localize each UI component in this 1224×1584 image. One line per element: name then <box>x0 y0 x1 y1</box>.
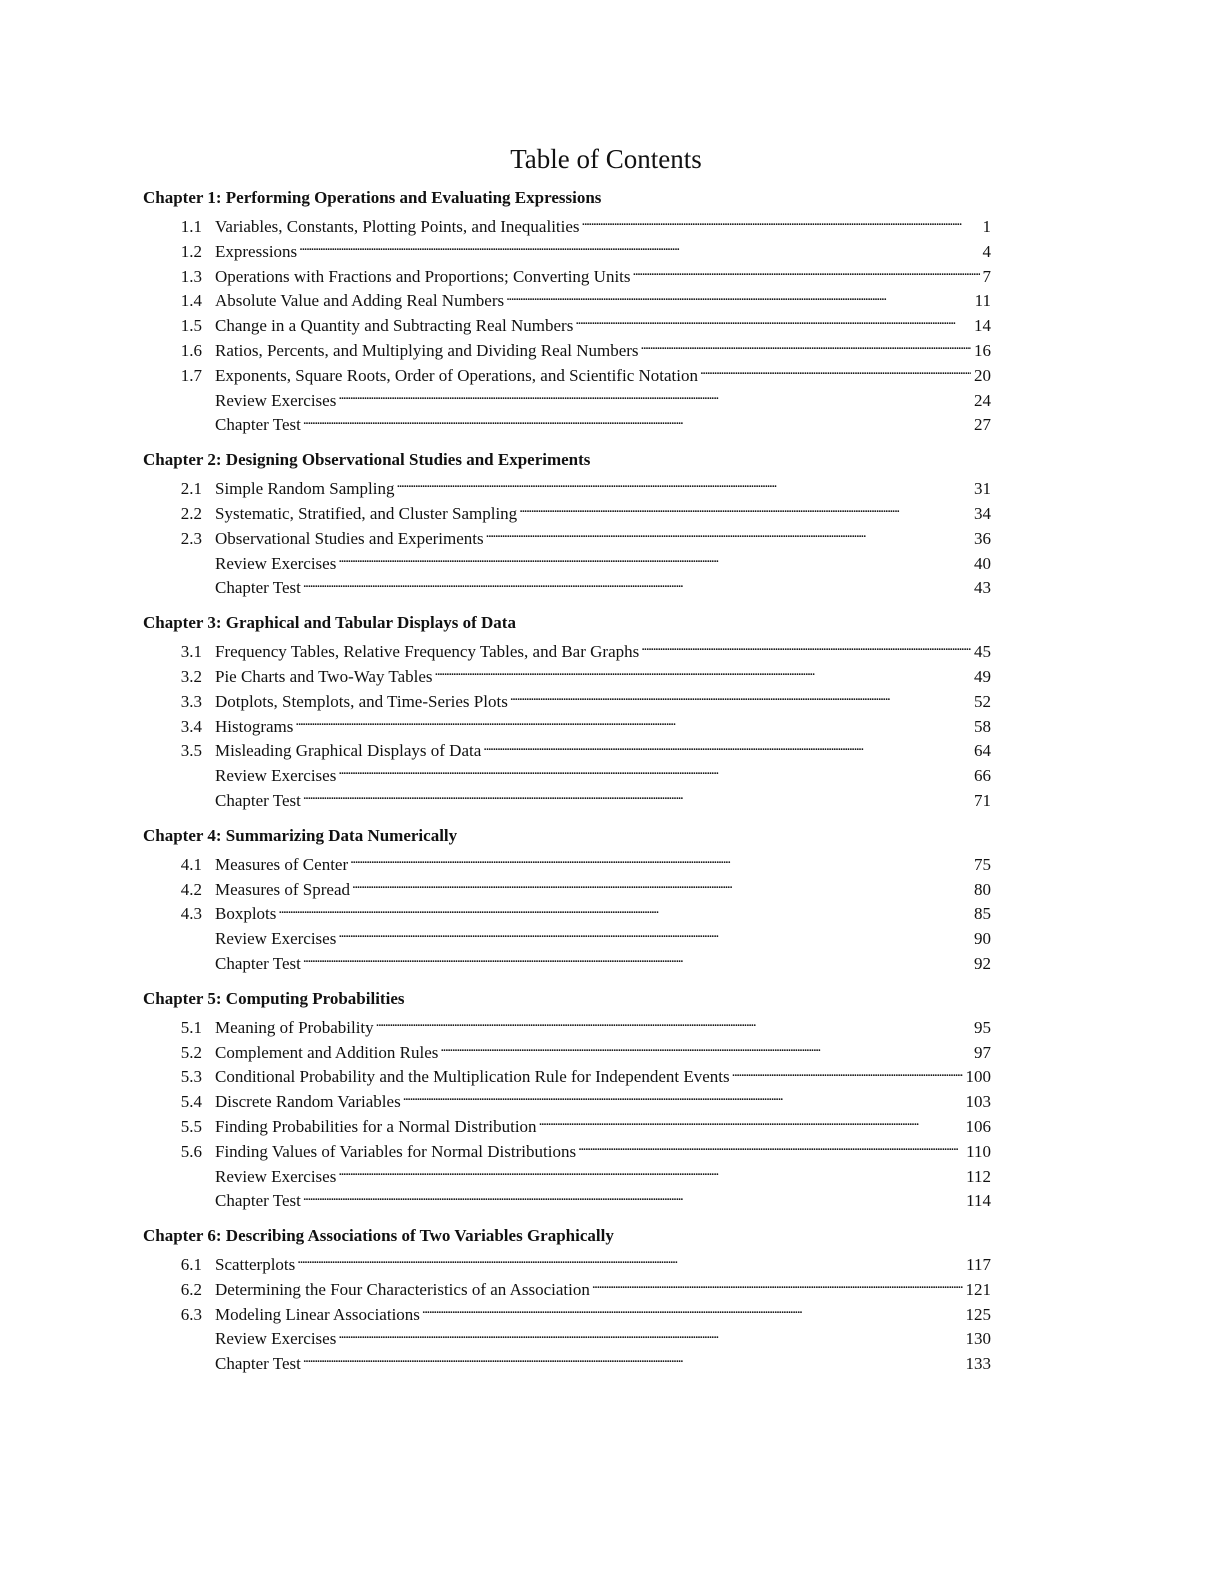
section-number: 3.4 <box>180 716 202 736</box>
dot-leader <box>592 1281 963 1295</box>
section-title: Measures of Center <box>215 854 349 874</box>
section-number: 5.1 <box>180 1017 202 1037</box>
section-number: 2.3 <box>180 528 202 548</box>
page-number: 71 <box>974 790 991 810</box>
toc-chapter <box>143 987 991 1214</box>
toc-entry <box>143 1065 991 1090</box>
dot-leader <box>486 530 971 544</box>
toc-entry <box>143 413 991 438</box>
toc-entry <box>143 853 991 878</box>
page-number: 121 <box>965 1279 991 1299</box>
toc-entry <box>143 527 991 552</box>
section-title: Absolute Value and Adding Real Numbers <box>215 291 505 311</box>
section-number: 2.1 <box>180 479 202 499</box>
page-number: 117 <box>966 1255 991 1275</box>
page-number: 43 <box>974 578 991 598</box>
toc-entry <box>143 1090 991 1115</box>
dot-leader <box>582 218 980 232</box>
section-title: Discrete Random Variables <box>215 1092 401 1112</box>
page-number: 85 <box>974 904 991 924</box>
dot-leader <box>338 555 971 569</box>
section-number: 5.2 <box>180 1042 202 1062</box>
section-title: Finding Probabilities for a Normal Distribution <box>215 1116 537 1136</box>
dot-leader <box>352 881 971 895</box>
page-number: 97 <box>974 1042 991 1062</box>
toc-entry <box>143 739 991 764</box>
chapter-heading: Chapter 4: Summarizing Data Numerically <box>143 825 458 845</box>
section-number: 5.3 <box>180 1067 202 1087</box>
dot-leader <box>350 856 971 870</box>
toc-entry <box>143 927 991 952</box>
page-number: 27 <box>974 415 991 435</box>
dot-leader <box>700 367 971 381</box>
section-number: 3.5 <box>180 741 202 761</box>
section-title: Variables, Constants, Plotting Points, and Inequalities <box>215 217 580 236</box>
section-title: Conditional Probability and the Multiplication Rule for Independent Events <box>215 1067 730 1087</box>
page-number: 114 <box>966 1191 991 1211</box>
section-number: 1.5 <box>180 316 202 336</box>
dot-leader <box>641 643 971 657</box>
section-title: Observational Studies and Experiments <box>215 528 484 548</box>
section-title: Frequency Tables, Relative Frequency Tables, and Bar Graphs <box>215 642 640 662</box>
dot-leader <box>519 505 971 519</box>
page-number: 7 <box>982 266 991 286</box>
toc-entry <box>143 690 991 715</box>
section-number: 1.6 <box>180 340 202 360</box>
dot-leader <box>299 243 979 257</box>
chapter-heading: Chapter 3: Graphical and Tabular Displays of Data <box>143 613 516 633</box>
section-number: 5.4 <box>180 1092 202 1112</box>
page-number: 133 <box>965 1354 991 1374</box>
page-number: 1 <box>982 217 991 236</box>
page-number: 4 <box>982 241 991 261</box>
toc-entry <box>143 764 991 789</box>
chapter-heading: Chapter 2: Designing Observational Studies and Experiments <box>143 450 591 470</box>
section-title: Complement and Addition Rules <box>215 1042 439 1062</box>
section-number: 6.2 <box>180 1279 202 1299</box>
toc-entry <box>143 389 991 414</box>
section-title: Boxplots <box>215 904 277 924</box>
page-number: 31 <box>974 479 991 499</box>
page-number: 34 <box>974 503 991 523</box>
section-title: Chapter Test <box>215 1354 301 1374</box>
page-number: 100 <box>965 1067 991 1087</box>
section-number: 1.4 <box>180 291 202 311</box>
page-number: 103 <box>965 1092 991 1112</box>
dot-leader <box>303 1192 963 1206</box>
section-number: 1.7 <box>180 365 202 385</box>
section-title: Systematic, Stratified, and Cluster Sampling <box>215 503 518 523</box>
section-title: Dotplots, Stemplots, and Time-Series Plots <box>215 691 508 711</box>
dot-leader <box>338 1168 963 1182</box>
dot-leader <box>295 718 971 732</box>
toc-entry <box>143 1352 991 1377</box>
section-title: Meaning of Probability <box>215 1017 374 1037</box>
section-title: Chapter Test <box>215 790 301 810</box>
toc-entry <box>143 878 991 903</box>
section-number: 6.3 <box>180 1304 202 1324</box>
dot-leader <box>483 742 971 756</box>
toc-chapter <box>143 186 991 438</box>
page-number: 106 <box>965 1116 991 1136</box>
toc-entry <box>143 640 991 665</box>
dot-leader <box>303 955 971 969</box>
section-number: 4.2 <box>180 879 202 899</box>
section-title: Simple Random Sampling <box>215 479 395 499</box>
page-number: 58 <box>974 716 991 736</box>
toc-entry <box>143 1016 991 1041</box>
section-title: Review Exercises <box>215 390 337 410</box>
section-title: Change in a Quantity and Subtracting Real Numbers <box>215 316 574 336</box>
section-number: 5.5 <box>180 1116 202 1136</box>
section-title: Review Exercises <box>215 553 337 573</box>
chapter-heading: Chapter 6: Describing Associations of Two Variables Graphically <box>143 1226 614 1246</box>
toc-chapter-list <box>143 186 991 1387</box>
toc-entry <box>143 240 991 265</box>
toc-entry <box>143 715 991 740</box>
section-title: Chapter Test <box>215 953 301 973</box>
toc-entry <box>143 665 991 690</box>
toc-entry <box>143 1327 991 1352</box>
section-title: Histograms <box>215 716 294 736</box>
toc-entry <box>143 576 991 601</box>
page-number: 20 <box>974 365 991 385</box>
section-title: Review Exercises <box>215 766 337 786</box>
page-number: 36 <box>974 528 991 548</box>
dot-leader <box>338 767 971 781</box>
section-number: 2.2 <box>180 503 202 523</box>
toc-entry <box>143 1115 991 1140</box>
toc-entry <box>143 364 991 389</box>
dot-leader <box>403 1093 963 1107</box>
section-title: Modeling Linear Associations <box>215 1304 420 1324</box>
page-number: 90 <box>974 929 991 949</box>
section-title: Finding Values of Variables for Normal Distributions <box>215 1141 577 1161</box>
section-number: 1.1 <box>180 217 202 236</box>
page-number: 75 <box>974 854 991 874</box>
section-title: Ratios, Percents, and Multiplying and Dividing Real Numbers <box>215 340 639 360</box>
toc-entry <box>143 952 991 977</box>
toc-entry <box>143 789 991 814</box>
toc-entry <box>143 1189 991 1214</box>
page-number: 16 <box>974 340 991 360</box>
toc-entry <box>143 902 991 927</box>
toc-entry <box>143 1253 991 1278</box>
section-title: Chapter Test <box>215 415 301 435</box>
page-number: 14 <box>974 316 991 336</box>
dot-leader <box>338 392 971 406</box>
toc-entry <box>143 1041 991 1066</box>
dot-leader <box>633 268 980 282</box>
section-number: 3.2 <box>180 666 202 686</box>
dot-leader <box>422 1306 963 1320</box>
section-number: 4.1 <box>180 854 202 874</box>
page-number: 112 <box>966 1166 991 1186</box>
section-title: Chapter Test <box>215 578 301 598</box>
toc-entry <box>143 215 991 240</box>
dot-leader <box>303 579 971 593</box>
page-number: 80 <box>974 879 991 899</box>
section-title: Chapter Test <box>215 1191 301 1211</box>
section-title: Review Exercises <box>215 929 337 949</box>
dot-leader <box>440 1044 971 1058</box>
toc-entry <box>143 314 991 339</box>
section-title: Measures of Spread <box>215 879 351 899</box>
section-title: Misleading Graphical Displays of Data <box>215 741 482 761</box>
dot-leader <box>732 1068 963 1082</box>
dot-leader <box>297 1256 963 1270</box>
toc-entry <box>143 265 991 290</box>
toc-entry <box>143 1165 991 1190</box>
page-number: 49 <box>974 666 991 686</box>
section-number: 4.3 <box>180 904 202 924</box>
page-number: 64 <box>974 741 991 761</box>
dot-leader <box>303 1355 963 1369</box>
toc-chapter <box>143 611 991 814</box>
section-number: 3.1 <box>180 642 202 662</box>
dot-leader <box>303 416 971 430</box>
page-number: 95 <box>974 1017 991 1037</box>
page-number: 92 <box>974 953 991 973</box>
chapter-heading: Chapter 5: Computing Probabilities <box>143 988 405 1008</box>
toc-entry <box>143 552 991 577</box>
section-number: 6.1 <box>180 1255 202 1275</box>
dot-leader <box>396 480 971 494</box>
toc-chapter <box>143 448 991 601</box>
section-number: 1.2 <box>180 241 202 261</box>
page-number: 125 <box>965 1304 991 1324</box>
toc-entry <box>143 1303 991 1328</box>
section-number: 3.3 <box>180 691 202 711</box>
section-number: 5.6 <box>180 1141 202 1161</box>
section-title: Determining the Four Characteristics of an Association <box>215 1279 590 1299</box>
dot-leader <box>376 1019 971 1033</box>
page-number: 45 <box>974 642 991 662</box>
section-title: Review Exercises <box>215 1166 337 1186</box>
toc-entry <box>143 339 991 364</box>
page-title: Table of Contents <box>510 144 702 174</box>
page-number: 52 <box>974 691 991 711</box>
toc-entry <box>143 289 991 314</box>
toc-entry <box>143 1278 991 1303</box>
dot-leader <box>510 693 971 707</box>
section-title: Operations with Fractions and Proportions; Converting Units <box>215 266 631 286</box>
chapter-heading: Chapter 1: Performing Operations and Evaluating Expressions <box>143 188 602 207</box>
page-number: 130 <box>965 1329 991 1349</box>
dot-leader <box>575 317 971 331</box>
page-number: 24 <box>974 390 991 410</box>
section-title: Review Exercises <box>215 1329 337 1349</box>
section-title: Pie Charts and Two-Way Tables <box>215 666 433 686</box>
dot-leader <box>435 668 971 682</box>
page-number: 40 <box>974 553 991 573</box>
page-number: 66 <box>974 766 991 786</box>
toc-entry <box>143 477 991 502</box>
toc-entry <box>143 502 991 527</box>
page-number: 11 <box>974 291 991 311</box>
toc-chapter <box>143 824 991 977</box>
section-title: Expressions <box>215 241 298 261</box>
dot-leader <box>278 905 971 919</box>
section-number: 1.3 <box>180 266 202 286</box>
dot-leader <box>539 1118 963 1132</box>
dot-leader <box>506 292 972 306</box>
dot-leader <box>641 342 971 356</box>
toc-entry <box>143 1140 991 1165</box>
dot-leader <box>578 1143 963 1157</box>
toc-chapter <box>143 1224 991 1377</box>
dot-leader <box>303 792 971 806</box>
section-title: Scatterplots <box>215 1255 296 1275</box>
section-title: Exponents, Square Roots, Order of Operations, and Scientific Notation <box>215 365 698 385</box>
dot-leader <box>338 1330 962 1344</box>
page-number: 110 <box>966 1141 991 1161</box>
dot-leader <box>338 930 971 944</box>
